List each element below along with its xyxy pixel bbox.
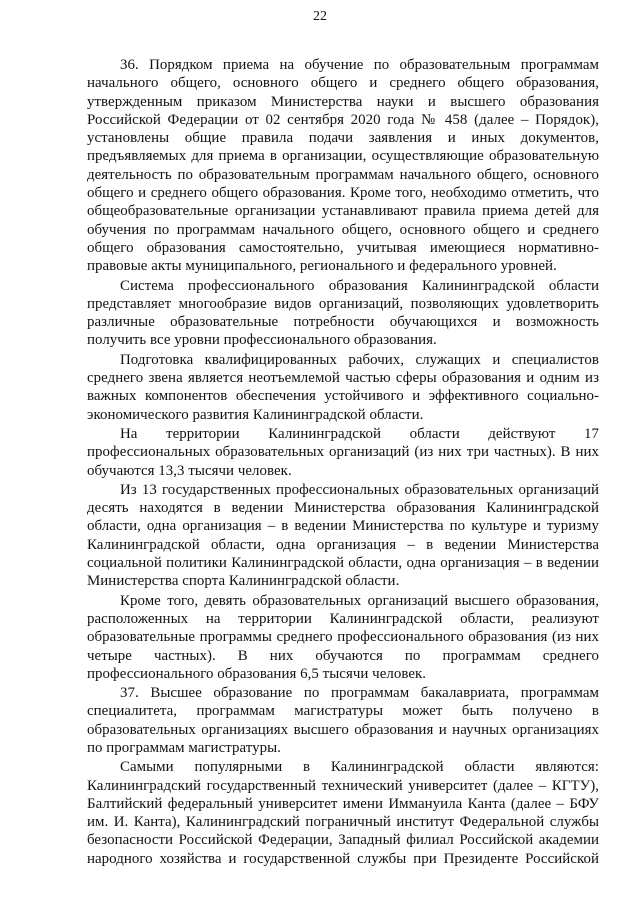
document-body [87,56,599,869]
paragraph-vocational-organizations-count: На территории Калининградской области действуют 17 профессиональных образовательных организаций (из них три частных). В них обучаются 13,3 тысячи человек. [87,425,599,479]
paragraph-popular-universities: Самыми популярными в Калининградской области являются: Калининградский государственный технический университет (далее – КГТУ), Балтийский федеральный университет имени Иммануила Канта (далее – БФУ им. И. Канта), Калининградский пограничный институт Федеральной службы безопасности Российской Федерации, Западный филиал Российской академии народного хозяйства и государственной службы при Президенте Российской [87,759,599,867]
paragraph-vocational-system: Система профессионального образования Калининградской области представляет многообразие видов организаций, позволяющих удовлетворить различные образовательные потребности обучающихся и возможность получить все уровни профессионального образования. [87,277,599,349]
paragraph-skilled-workers-training: Подготовка квалифицированных рабочих, служащих и специалистов среднего звена является неотъемлемой частью сферы образования и одним из важных компонентов обеспечения устойчивого и эффективного социально-экономического развития Калининградской области. [87,351,599,423]
paragraph-36-admission-procedure: 36. Порядком приема на обучение по образовательным программам начального общего, основного общего и среднего общего образования, утвержденным приказом Министерства науки и высшего образования Российской Федерации от 02 сентября 2020 года № 458 (далее – Порядок), установлены общие правила подачи заявления и иных документов, предъявляемых для приема в организации, осуществляющие образовательную деятельность по образовательным программам начального общего, основного общего и среднего общего образования. Кроме того, необходимо отметить, что общеобразовательные организации устанавливают правила приема детей для обучения по программам начального общего, основного общего и среднего общего образования самостоятельно, учитывая имеющиеся нормативно-правовые акты муниципального, регионального и федерального уровней. [87,57,599,275]
paragraph-higher-education-organizations: Кроме того, девять образовательных организаций высшего образования, расположенных на территории Калининградской области, реализуют образовательные программы среднего профессионального образования (из них четыре частных). В них обучаются по программам среднего профессионального образования 6,5 тысячи человек. [87,592,599,682]
paragraph-state-organizations-ministries: Из 13 государственных профессиональных образовательных организаций десять находятся в ведении Министерства образования Калининградской области, одна организация – в ведении Министерства по культуре и туризму Калининградской области, одна организация – в ведении Министерства социальной политики Калининградской области, одна организация – в ведении Министерства спорта Калининградской области. [87,481,599,590]
page-number: 22 [313,9,327,24]
paragraph-37-higher-education: 37. Высшее образование по программам бакалавриата, программам специалитета, программам магистратуры может быть получено в образовательных организациях высшего образования и научных организациях по программам магистратуры. [87,685,599,756]
